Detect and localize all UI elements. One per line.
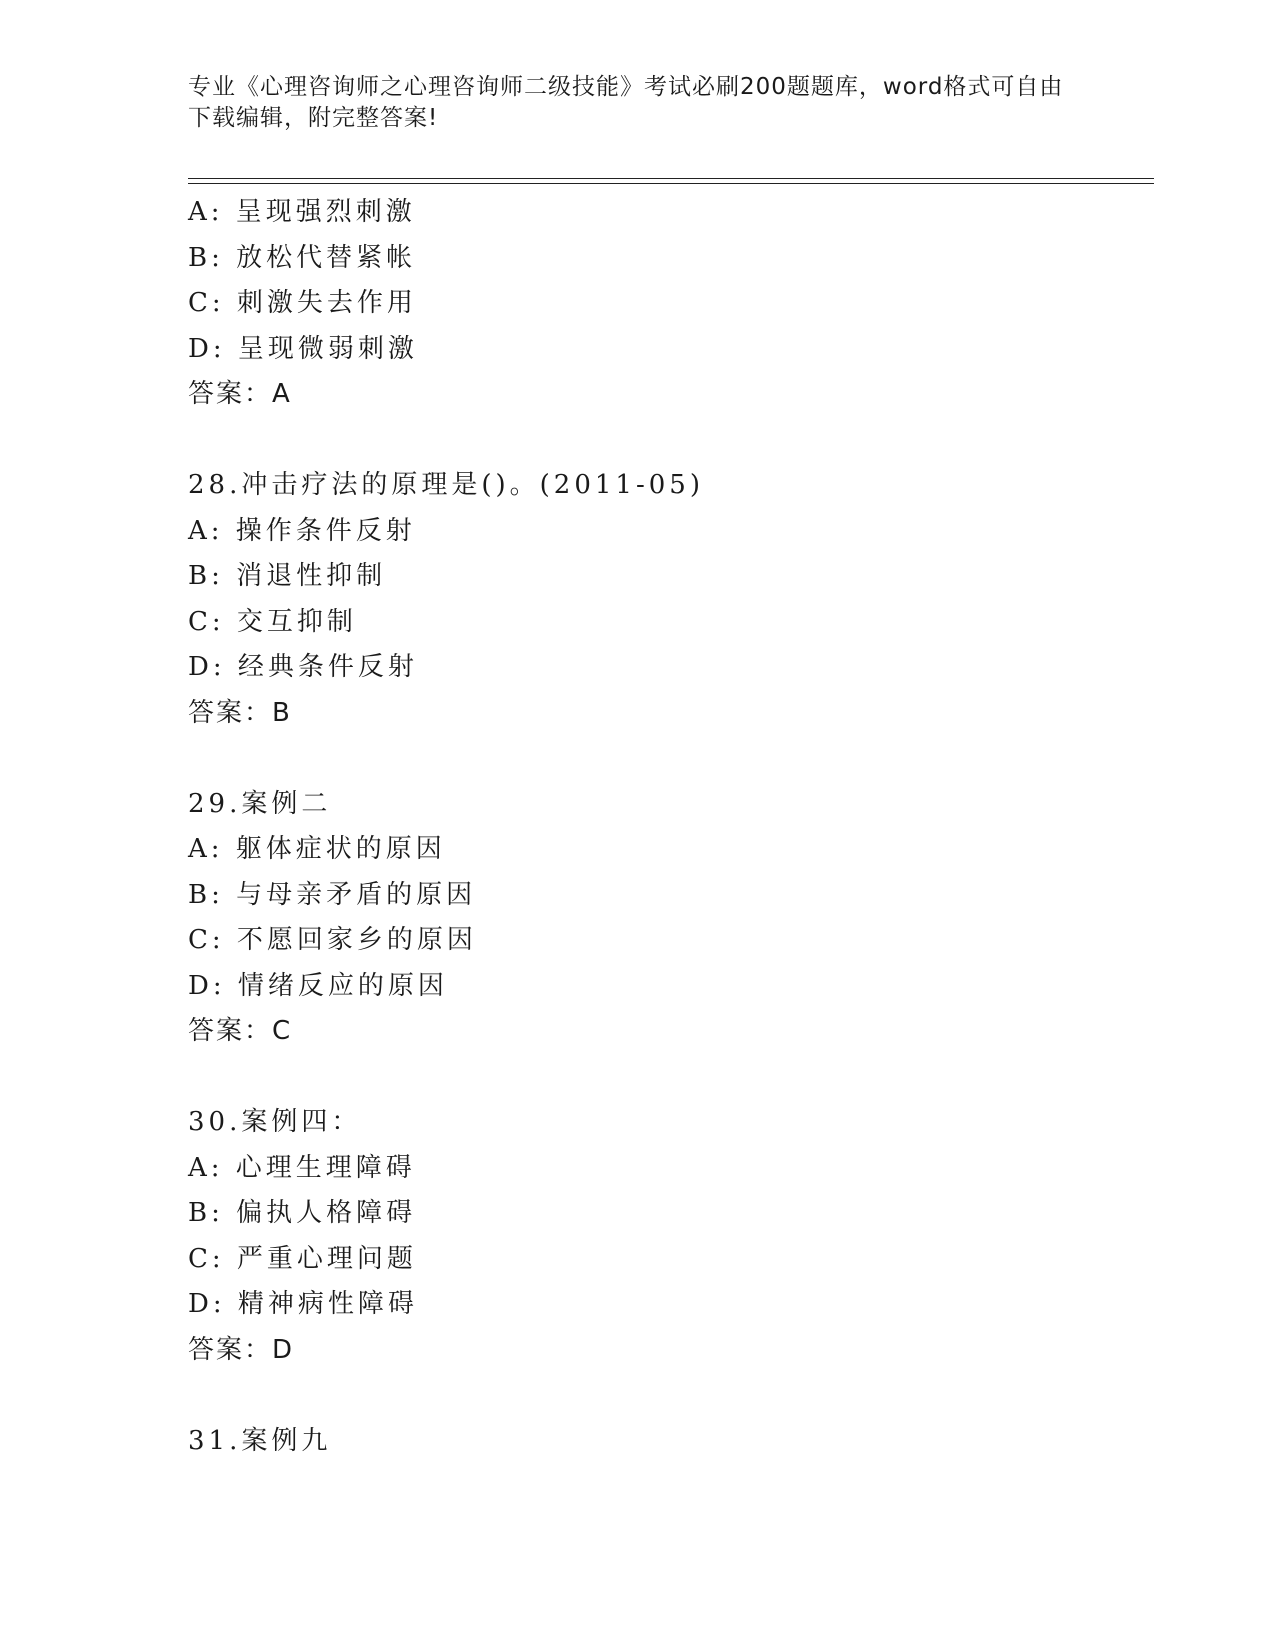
question-block-28: [188, 463, 1148, 736]
question-block-31: [188, 1419, 1148, 1465]
option-a: A: 躯体症状的原因: [188, 834, 446, 864]
question-stem: 28.冲击疗法的原理是()。(2011-05): [188, 470, 704, 500]
option-a: A: 心理生理障碍: [188, 1152, 416, 1183]
option-c: C: 交互抑制: [188, 606, 357, 637]
question-stem: 31.案例九: [188, 1425, 332, 1456]
option-b: B: 放松代替紧帐: [188, 242, 417, 273]
answer-line: 答案：B: [188, 697, 292, 728]
option-c: C: 严重心理问题: [188, 1243, 417, 1274]
question-stem: 30.案例四：: [188, 1107, 362, 1137]
answer-line: 答案：C: [188, 1016, 293, 1046]
option-d: D: 经典条件反射: [188, 652, 418, 682]
spacer: [188, 736, 1148, 782]
option-a: A: 呈现强烈刺激: [188, 197, 416, 227]
option-d: D: 呈现微弱刺激: [188, 333, 418, 364]
header-rule-top: [188, 178, 1154, 179]
question-list: [188, 190, 1148, 1464]
answer-line: 答案：A: [188, 379, 292, 409]
question-block-27: [188, 190, 1148, 418]
question-stem: 29.案例二: [188, 788, 332, 819]
option-c: C: 不愿回家乡的原因: [188, 925, 477, 955]
option-c: C: 刺激失去作用: [188, 288, 417, 318]
option-d: D: 情绪反应的原因: [188, 970, 448, 1001]
question-block-29: [188, 782, 1148, 1055]
spacer: [188, 1373, 1148, 1419]
answer-line: 答案：D: [188, 1334, 295, 1365]
option-a: A: 操作条件反射: [188, 515, 416, 546]
option-b: B: 与母亲矛盾的原因: [188, 879, 477, 910]
option-d: D: 精神病性障碍: [188, 1289, 418, 1319]
option-b: B: 消退性抑制: [188, 561, 387, 591]
option-b: B: 偏执人格障碍: [188, 1198, 417, 1228]
question-block-30: [188, 1100, 1148, 1373]
document-intro: 专业《心理咨询师之心理咨询师二级技能》考试必刷200题题库，word格式可自由下载编辑，附完整答案!: [188, 74, 1064, 131]
spacer: [188, 1055, 1148, 1101]
header-rule-bottom: [188, 183, 1154, 184]
spacer: [188, 418, 1148, 464]
